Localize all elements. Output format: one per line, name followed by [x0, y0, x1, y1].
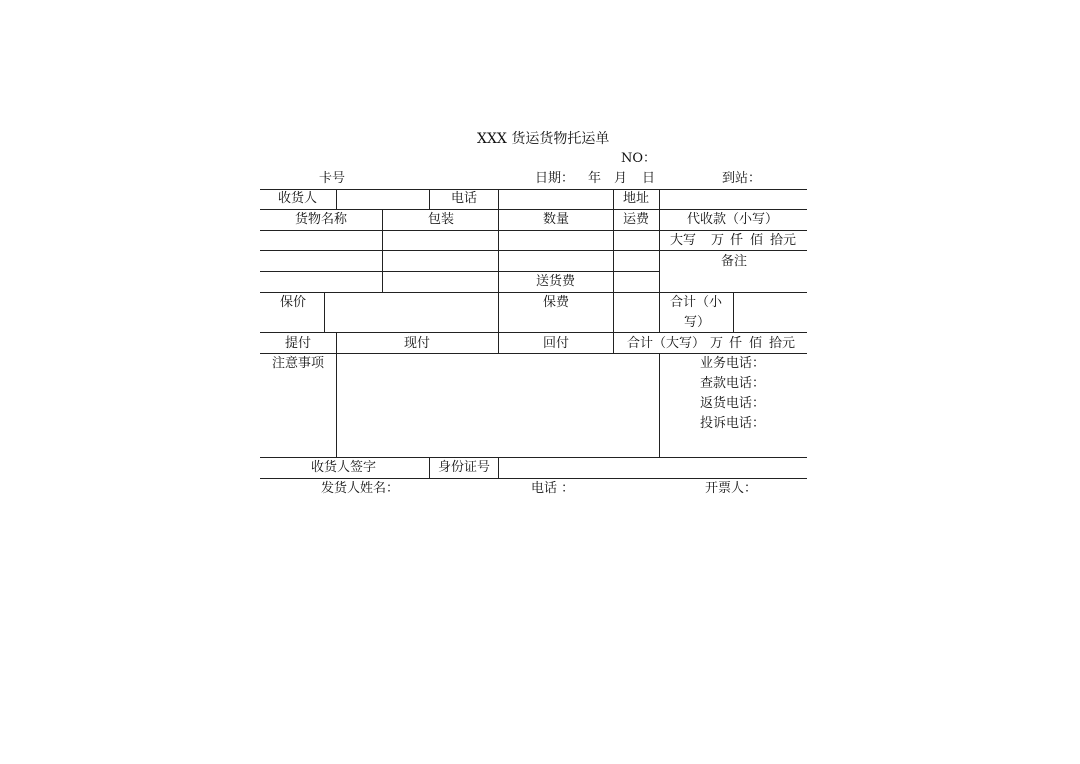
grid-line [260, 478, 807, 479]
grid-line [659, 353, 660, 457]
destination-station-label: 到站： [722, 171, 762, 186]
freight-header: 运费 [623, 212, 650, 227]
goods-name-header: 货物名称 [295, 212, 348, 227]
form-title: XXX 货运货物托运单 [477, 131, 610, 147]
date-year: 年 [588, 171, 602, 186]
total-capital-wan: 万 [710, 336, 724, 351]
grid-line [498, 332, 499, 353]
payment-inquiry-phone-label: 查款电话： [700, 376, 766, 391]
phone-field[interactable] [499, 190, 613, 209]
pickup-pay-label: 提付 [285, 336, 312, 351]
notes-field[interactable] [337, 354, 659, 457]
grid-line [429, 457, 430, 478]
address-field[interactable] [660, 190, 807, 209]
cod-small-header: 代收款（小写） [687, 212, 779, 227]
capital-qian: 仟 [730, 233, 744, 248]
capital-bai: 佰 [750, 233, 764, 248]
insured-value-label: 保价 [280, 295, 307, 310]
capital-wan: 万 [711, 233, 725, 248]
premium-label: 保费 [543, 295, 570, 310]
quantity-header: 数量 [543, 212, 570, 227]
grid-line [498, 209, 499, 292]
capital-amount-label: 大写 [670, 233, 697, 248]
return-goods-phone-label: 返货电话： [700, 396, 766, 411]
remarks-label: 备注 [721, 254, 748, 269]
total-capital-label: 合计（大写） [627, 336, 706, 351]
issuer-label: 开票人： [705, 481, 758, 496]
receiver-label: 收货人 [278, 191, 318, 206]
complaint-phone-label: 投诉电话： [700, 416, 766, 431]
total-capital-qian: 仟 [729, 336, 743, 351]
form-number-label: NO： [621, 151, 657, 166]
date-label: 日期： [535, 171, 575, 186]
grid-line [260, 209, 807, 210]
receiver-signature-label: 收货人签字 [311, 460, 377, 475]
address-label: 地址 [623, 191, 650, 206]
grid-line [498, 292, 499, 332]
id-number-field[interactable] [499, 458, 807, 477]
delivery-fee-label: 送货费 [536, 274, 576, 289]
total-small-label-line1: 合计（小 [670, 295, 723, 310]
id-number-label: 身份证号 [438, 460, 491, 475]
grid-line [382, 209, 383, 292]
total-small-field[interactable] [734, 293, 807, 332]
date-day: 日 [642, 171, 656, 186]
grid-line [429, 189, 430, 209]
insured-value-field[interactable] [325, 293, 498, 332]
business-phone-label: 业务电话： [700, 356, 766, 371]
grid-line [613, 332, 614, 353]
shipper-phone-label: 电话 ： [531, 481, 575, 496]
packaging-header: 包装 [428, 212, 455, 227]
grid-line [659, 209, 660, 292]
grid-line [613, 189, 614, 209]
grid-line [336, 332, 337, 353]
grid-line [260, 271, 659, 272]
grid-line [613, 209, 614, 292]
total-capital-shi-yuan: 拾元 [769, 336, 796, 351]
shipper-name-label: 发货人姓名： [321, 481, 400, 496]
phone-label: 电话 [451, 191, 478, 206]
card-number-label: 卡号 [319, 171, 346, 186]
date-month: 月 [614, 171, 628, 186]
notes-label: 注意事项 [272, 356, 325, 371]
grid-line [613, 292, 614, 332]
grid-line [260, 332, 807, 333]
grid-line [260, 230, 807, 231]
total-small-label-line2: 写） [684, 315, 711, 330]
grid-line [659, 292, 660, 332]
capital-shi-yuan: 拾元 [770, 233, 797, 248]
receiver-field[interactable] [337, 190, 429, 209]
grid-line [260, 250, 807, 251]
return-pay-label: 回付 [543, 336, 570, 351]
cash-pay-label: 现付 [404, 336, 431, 351]
total-capital-bai: 佰 [749, 336, 763, 351]
